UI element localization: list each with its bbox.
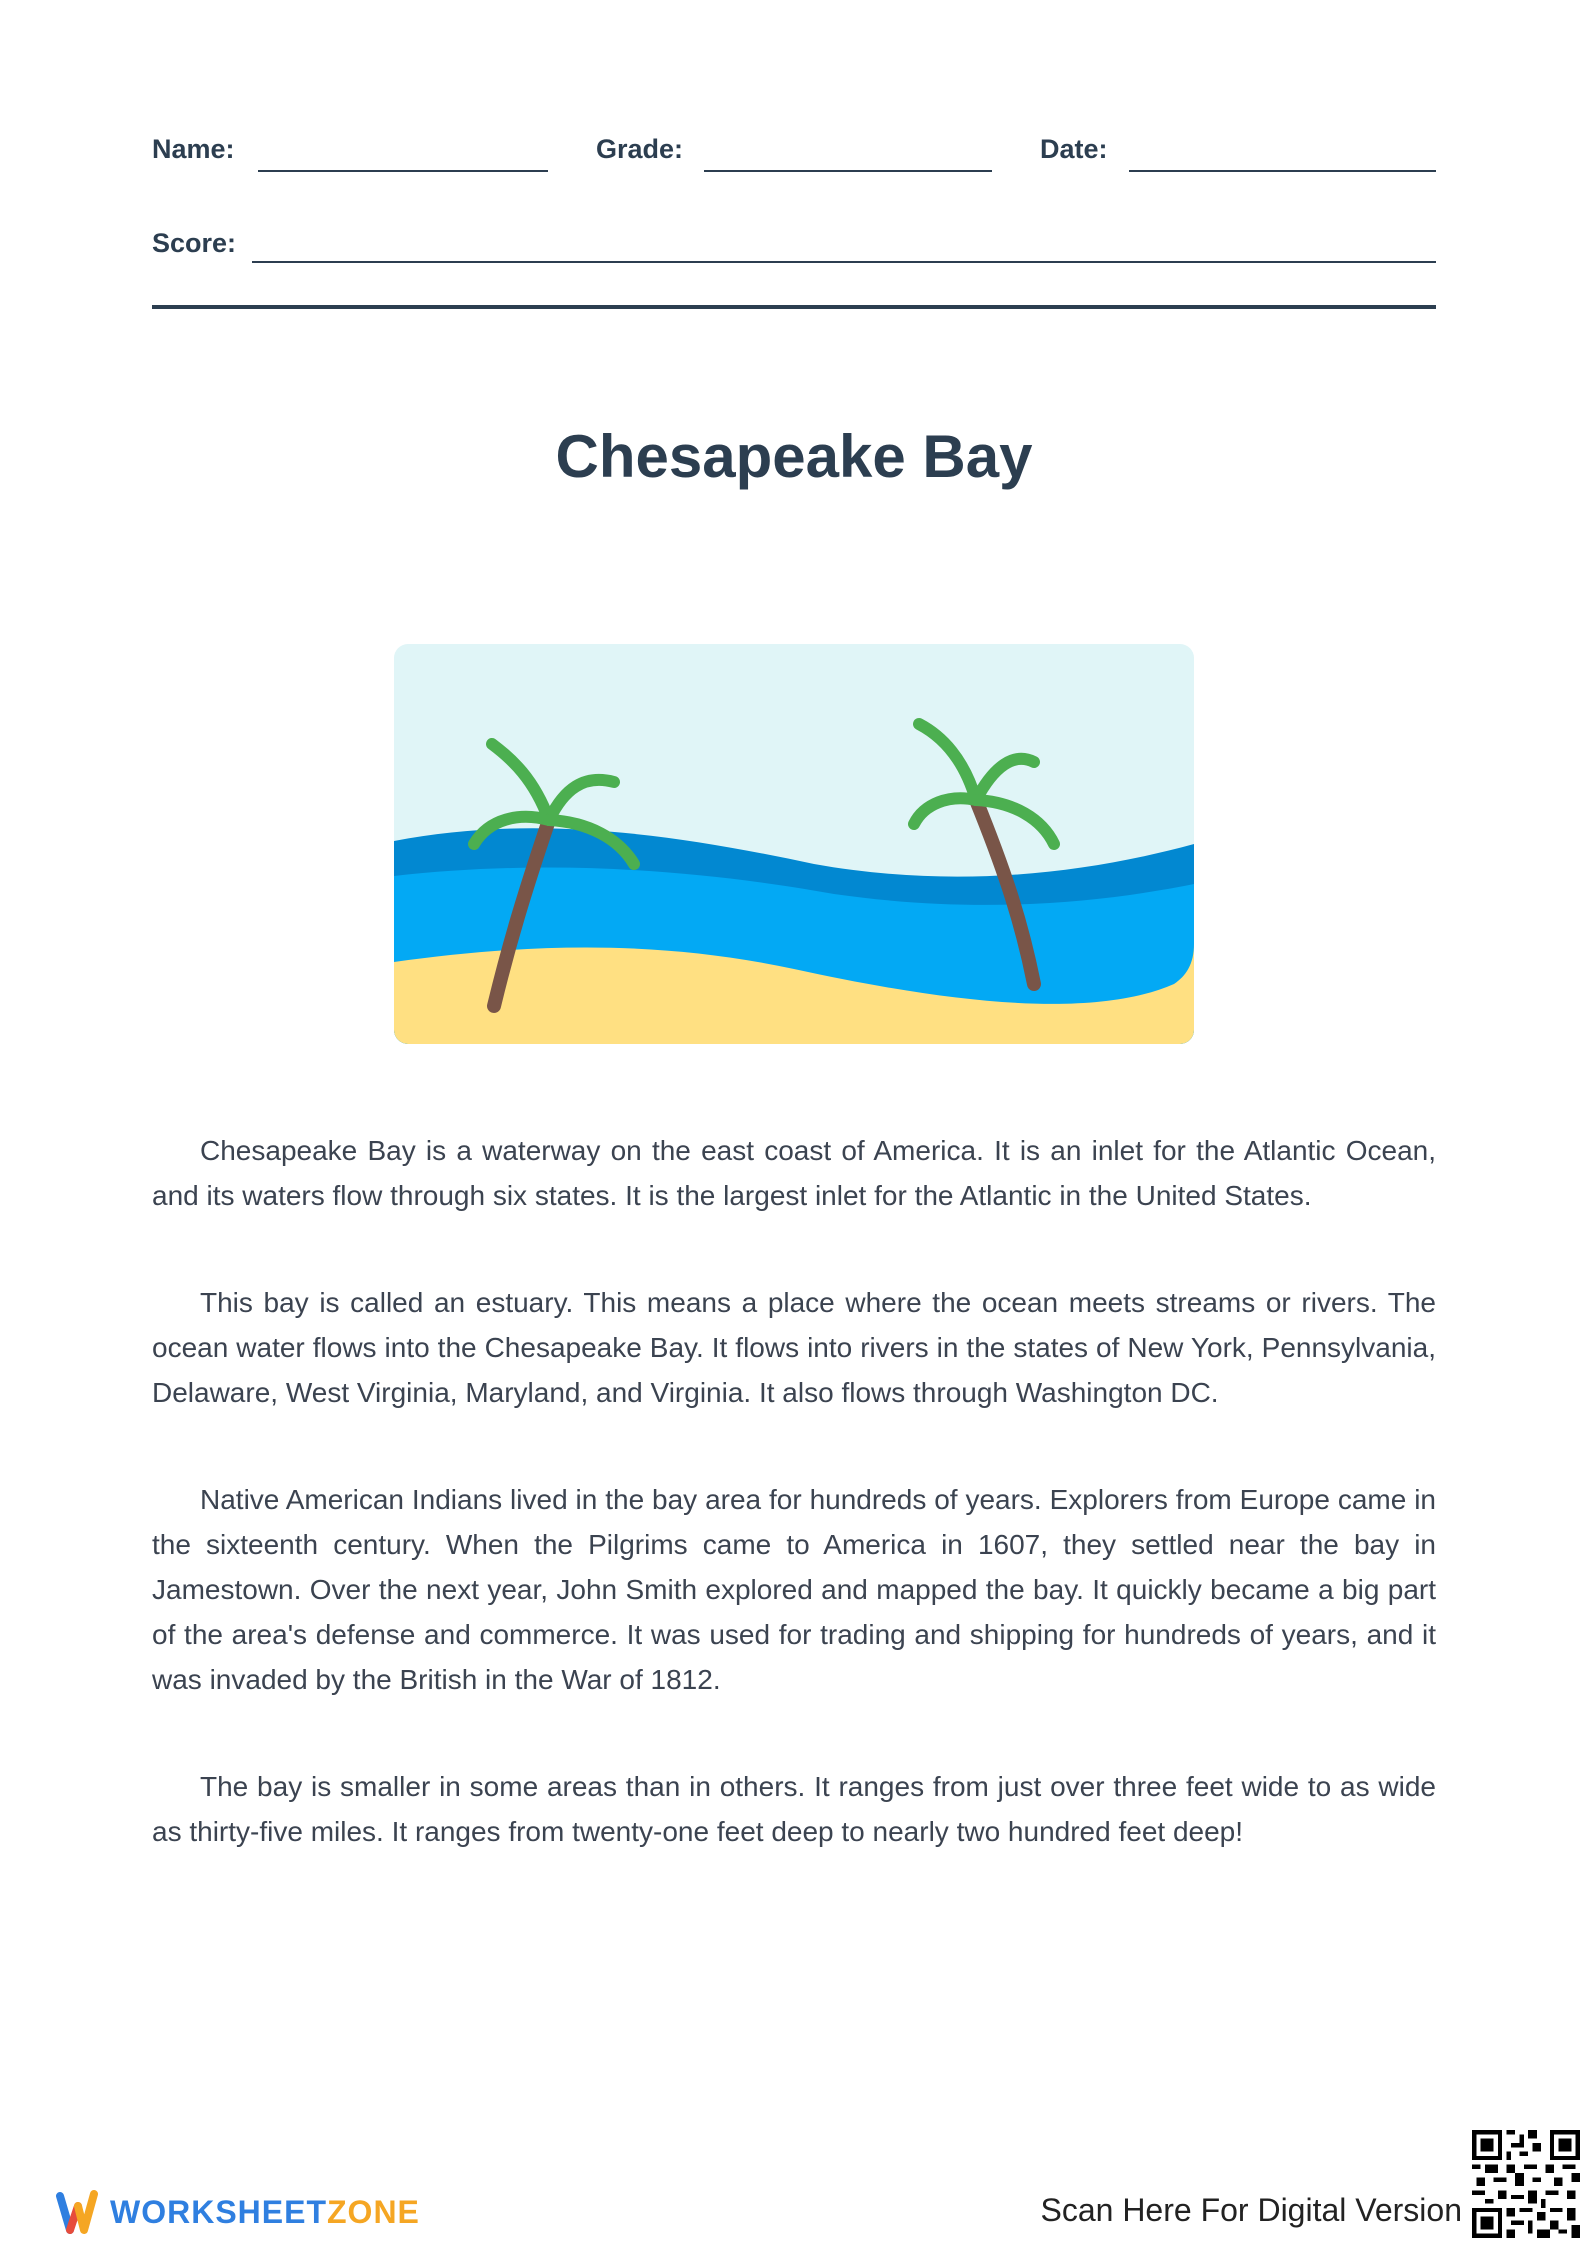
header-divider [152, 305, 1436, 309]
paragraph-4: The bay is smaller in some areas than in others. It ranges from just over three feet wide to as wide as thirty-five miles. It ranges from twenty-one feet deep to nearly two hundred feet deep! [152, 1771, 1436, 1847]
date-line[interactable] [1129, 170, 1436, 172]
grade-label: Grade: [596, 134, 684, 164]
brand-logo[interactable] [56, 2184, 420, 2240]
name-line[interactable] [258, 170, 548, 172]
brand-name-part2: ZONE [327, 2193, 420, 2230]
score-label: Score: [152, 228, 237, 258]
scan-caption: Scan Here For Digital Version [1040, 2192, 1462, 2228]
brand-name-part1: WORKSHEET [110, 2193, 327, 2230]
worksheetzone-logo-icon [56, 2186, 98, 2238]
paragraph-2: This bay is called an estuary. This means a place where the ocean meets streams or rivers. The ocean water flows into the Chesapeake Bay. It flows into rivers in the states of New York, Pennsylvania, Delaware, West Virginia, Maryland, and Virginia. It also flows through Washington DC. [152, 1287, 1436, 1408]
qr-code-icon[interactable] [1472, 2130, 1580, 2238]
beach-palm-trees-illustration [394, 644, 1194, 1044]
name-label: Name: [152, 134, 235, 164]
story-text [152, 1128, 1436, 1916]
date-label: Date: [1040, 134, 1108, 164]
score-line[interactable] [252, 261, 1436, 263]
paragraph-3: Native American Indians lived in the bay area for hundreds of years. Explorers from Europe came in the sixteenth century. When the Pilgrims came to America in 1607, they settled near the bay in Jamestown. Over the next year, John Smith explored and mapped the bay. It quickly became a big part of the area's defense and commerce. It was used for trading and shipping for hundreds of years, and it was invaded by the British in the War of 1812. [152, 1484, 1436, 1695]
paragraph-1: Chesapeake Bay is a waterway on the east coast of America. It is an inlet for the Atlantic Ocean, and its waters flow through six states. It is the largest inlet for the Atlantic in the United States. [152, 1135, 1436, 1211]
grade-line[interactable] [704, 170, 992, 172]
brand-name [110, 2194, 420, 2231]
worksheet-title: Chesapeake Bay [555, 423, 1033, 490]
